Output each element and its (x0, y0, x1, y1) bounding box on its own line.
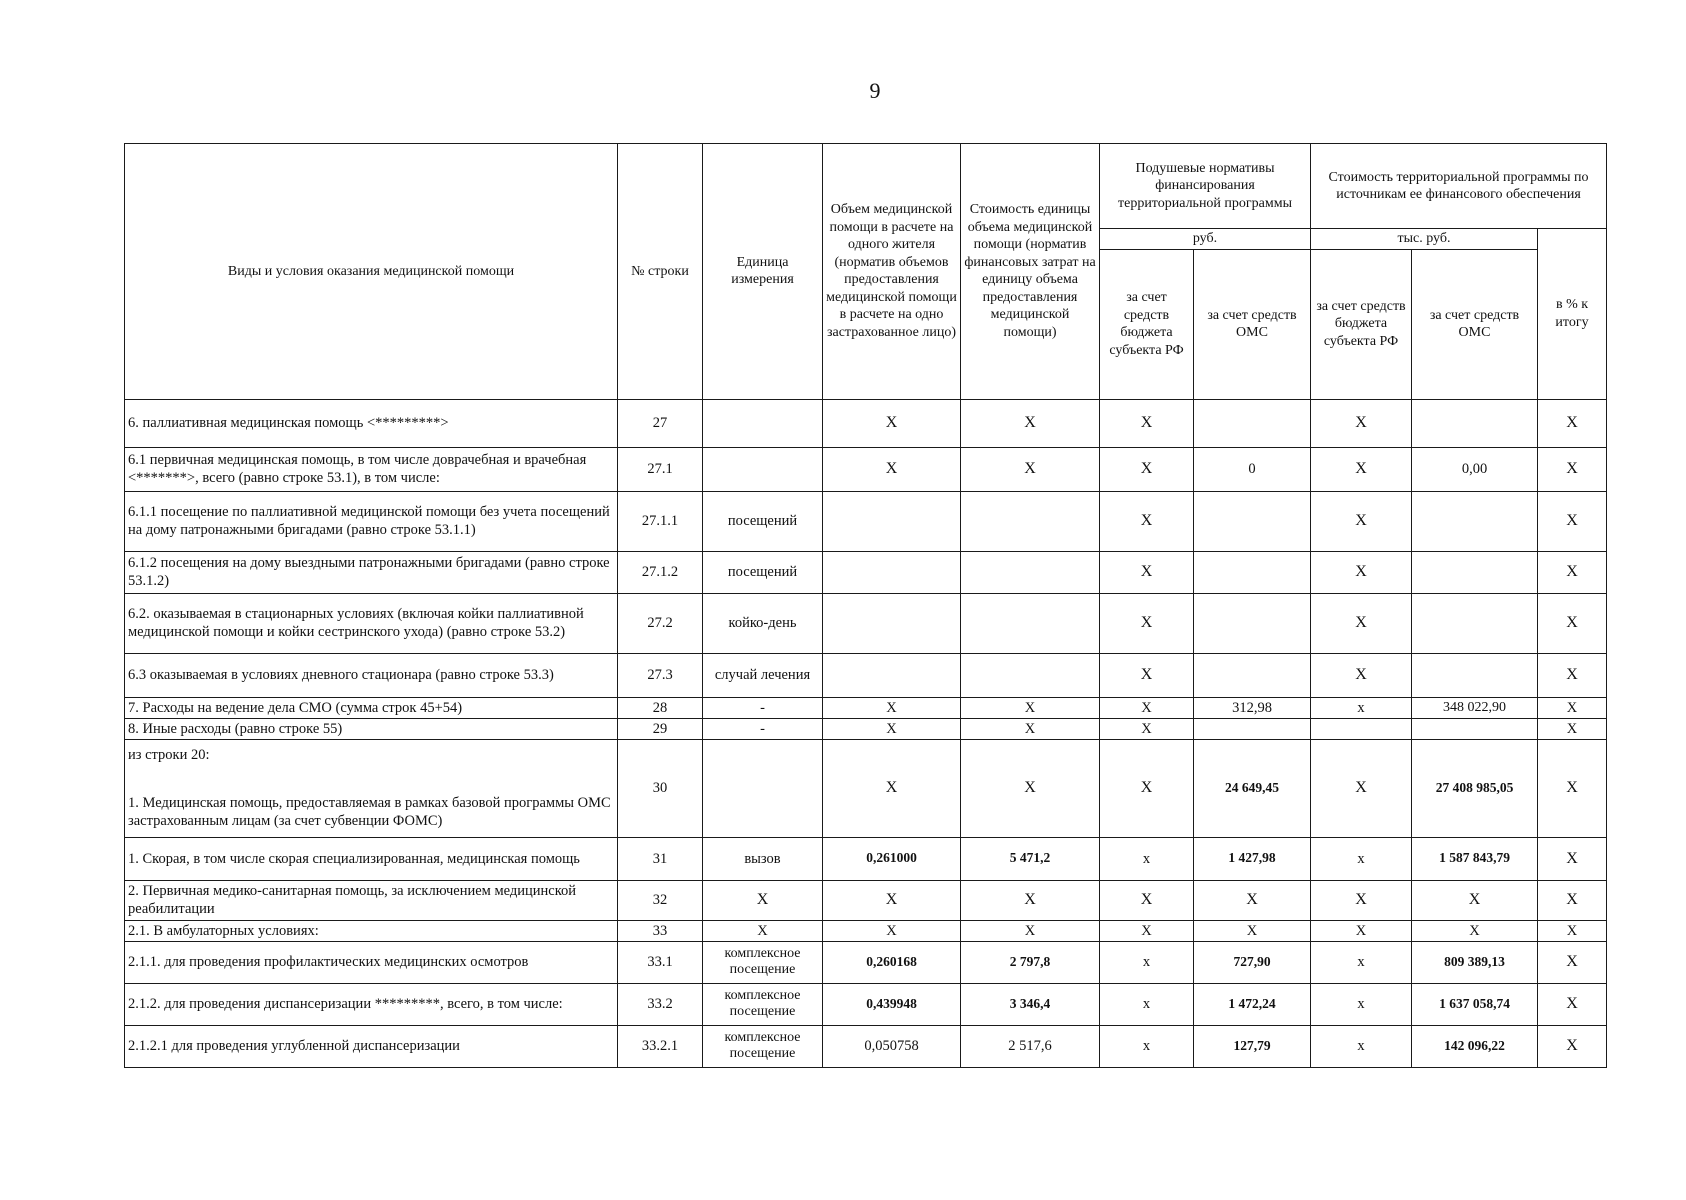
row-volume (823, 491, 961, 551)
row-number: 33 (618, 920, 703, 941)
row-unit: - (703, 697, 823, 718)
row-cost (961, 491, 1100, 551)
row-cost: Х (961, 399, 1100, 447)
row-percapita-budget: Х (1100, 718, 1194, 739)
row-volume: Х (823, 447, 961, 491)
row-percapita-budget: Х (1100, 447, 1194, 491)
row-program-budget: Х (1311, 447, 1412, 491)
table-row (125, 941, 1607, 983)
row-cost: 5 471,2 (961, 837, 1100, 880)
row-number: 27.3 (618, 653, 703, 697)
row-cost: Х (961, 739, 1100, 837)
row-number: 28 (618, 697, 703, 718)
row-volume: 0,050758 (823, 1025, 961, 1067)
row-name: 2.1.2. для проведения диспансеризации *********, всего, в том числе: (125, 983, 618, 1025)
row-percent: Х (1538, 837, 1607, 880)
row-percapita-oms: 0 (1194, 447, 1311, 491)
row-program-budget: х (1311, 941, 1412, 983)
row-unit: Х (703, 880, 823, 920)
row-name (125, 739, 618, 837)
row-percapita-budget: Х (1100, 920, 1194, 941)
table-row (125, 983, 1607, 1025)
row-cost (961, 653, 1100, 697)
table-row (125, 718, 1607, 739)
row-percent: Х (1538, 718, 1607, 739)
row-percent: Х (1538, 593, 1607, 653)
row-percapita-budget: Х (1100, 399, 1194, 447)
row-program-budget: х (1311, 1025, 1412, 1067)
row-percapita-budget: х (1100, 983, 1194, 1025)
row-program-budget: Х (1311, 491, 1412, 551)
row-name: 6.1.2 посещения на дому выездными патронажными бригадами (равно строке 53.1.2) (125, 551, 618, 593)
row-volume: Х (823, 880, 961, 920)
row-volume (823, 551, 961, 593)
row-percapita-budget: Х (1100, 880, 1194, 920)
header-row-number: № строки (618, 144, 703, 400)
row-number: 27.2 (618, 593, 703, 653)
row-percent: Х (1538, 983, 1607, 1025)
header-program-budget: за счет средств бюджета субъекта РФ (1311, 249, 1412, 399)
row-percapita-oms (1194, 718, 1311, 739)
row-unit: случай лечения (703, 653, 823, 697)
row-volume (823, 593, 961, 653)
row-number: 31 (618, 837, 703, 880)
row-volume: Х (823, 718, 961, 739)
row-cost: Х (961, 718, 1100, 739)
row-percent: Х (1538, 653, 1607, 697)
row-percent: Х (1538, 551, 1607, 593)
row-percapita-oms (1194, 399, 1311, 447)
row-program-oms: Х (1412, 880, 1538, 920)
row-program-budget: Х (1311, 920, 1412, 941)
table-row (125, 837, 1607, 880)
header-unit: Единица измерения (703, 144, 823, 400)
row-program-budget: х (1311, 983, 1412, 1025)
header-unit-rub: руб. (1100, 229, 1311, 250)
header-percapita-oms: за счет средств ОМС (1194, 249, 1311, 399)
row-program-oms: 1 637 058,74 (1412, 983, 1538, 1025)
row-program-oms: 809 389,13 (1412, 941, 1538, 983)
row-percapita-oms (1194, 551, 1311, 593)
row-percapita-budget: Х (1100, 697, 1194, 718)
row-percent: Х (1538, 491, 1607, 551)
row-percapita-budget: Х (1100, 551, 1194, 593)
row-unit: посещений (703, 491, 823, 551)
row-name: 6. паллиативная медицинская помощь <*********> (125, 399, 618, 447)
row-unit: комплексное посещение (703, 1025, 823, 1067)
header-percent: в % к итогу (1538, 229, 1607, 400)
row-program-budget: х (1311, 837, 1412, 880)
row-name-prefix: из строки 20: (128, 747, 210, 764)
row-volume: 0,439948 (823, 983, 961, 1025)
row-cost: Х (961, 447, 1100, 491)
row-program-oms (1412, 593, 1538, 653)
row-volume: Х (823, 739, 961, 837)
row-number: 29 (618, 718, 703, 739)
row-number: 32 (618, 880, 703, 920)
row-volume: 0,261000 (823, 837, 961, 880)
table-row (125, 1025, 1607, 1067)
table-row (125, 739, 1607, 837)
row-program-oms (1412, 718, 1538, 739)
row-percapita-oms: 24 649,45 (1194, 739, 1311, 837)
row-name: 2. Первичная медико-санитарная помощь, за исключением медицинской реабилитации (125, 880, 618, 920)
row-volume: 0,260168 (823, 941, 961, 983)
row-number: 27.1.1 (618, 491, 703, 551)
row-name: 2.1. В амбулаторных условиях: (125, 920, 618, 941)
table-row (125, 399, 1607, 447)
row-program-oms (1412, 653, 1538, 697)
table-row (125, 880, 1607, 920)
row-percapita-oms: 1 427,98 (1194, 837, 1311, 880)
row-number: 33.2 (618, 983, 703, 1025)
row-percent: Х (1538, 1025, 1607, 1067)
row-name: 1. Скорая, в том числе скорая специализированная, медицинская помощь (125, 837, 618, 880)
row-name: 2.1.1. для проведения профилактических медицинских осмотров (125, 941, 618, 983)
row-program-oms: 142 096,22 (1412, 1025, 1538, 1067)
row-number: 30 (618, 739, 703, 837)
row-program-oms: 1 587 843,79 (1412, 837, 1538, 880)
row-unit (703, 399, 823, 447)
header-program-oms: за счет средств ОМС (1412, 249, 1538, 399)
row-percapita-budget: Х (1100, 593, 1194, 653)
row-name: 6.2. оказываемая в стационарных условиях (включая койки паллиативной медицинской помощи и койки сестринского ухода) (равно строке 53.2) (125, 593, 618, 653)
row-percapita-oms (1194, 593, 1311, 653)
row-unit: койко-день (703, 593, 823, 653)
row-name: 6.3 оказываемая в условиях дневного стационара (равно строке 53.3) (125, 653, 618, 697)
row-number: 27.1 (618, 447, 703, 491)
row-number: 33.1 (618, 941, 703, 983)
row-unit: - (703, 718, 823, 739)
table-row (125, 697, 1607, 718)
row-unit: Х (703, 920, 823, 941)
row-name: 8. Иные расходы (равно строке 55) (125, 718, 618, 739)
row-percapita-budget: Х (1100, 491, 1194, 551)
page-number: 9 (869, 78, 881, 103)
row-number: 27 (618, 399, 703, 447)
row-program-budget: Х (1311, 399, 1412, 447)
header-unit-thousand: тыс. руб. (1311, 229, 1538, 250)
row-percapita-oms: 1 472,24 (1194, 983, 1311, 1025)
row-cost: Х (961, 920, 1100, 941)
header-volume: Объем медицинской помощи в расчете на одного жителя (норматив объемов предоставления медицинской помощи в расчете на одно застрахованное лицо) (823, 144, 961, 400)
row-unit: посещений (703, 551, 823, 593)
row-percapita-oms (1194, 653, 1311, 697)
row-program-oms (1412, 551, 1538, 593)
row-program-oms (1412, 399, 1538, 447)
row-program-oms: 27 408 985,05 (1412, 739, 1538, 837)
financing-table (124, 143, 1607, 1068)
row-program-oms (1412, 491, 1538, 551)
table-row (125, 551, 1607, 593)
row-number: 33.2.1 (618, 1025, 703, 1067)
row-percent: Х (1538, 920, 1607, 941)
row-percapita-oms: Х (1194, 920, 1311, 941)
row-percent: Х (1538, 941, 1607, 983)
row-percent: Х (1538, 399, 1607, 447)
header-type: Виды и условия оказания медицинской помощи (125, 144, 618, 400)
row-cost: 2 797,8 (961, 941, 1100, 983)
row-program-budget: Х (1311, 880, 1412, 920)
row-percent: Х (1538, 739, 1607, 837)
header-program-group: Стоимость территориальной программы по источникам ее финансового обеспечения (1311, 144, 1607, 229)
row-percapita-oms: 127,79 (1194, 1025, 1311, 1067)
row-cost: Х (961, 697, 1100, 718)
row-percapita-oms: 727,90 (1194, 941, 1311, 983)
row-cost: 3 346,4 (961, 983, 1100, 1025)
header-percapita-group: Подушевые нормативы финансирования территориальной программы (1100, 144, 1311, 229)
row-name: 2.1.2.1 для проведения углубленной диспансеризации (125, 1025, 618, 1067)
row-cost (961, 551, 1100, 593)
row-name: 6.1.1 посещение по паллиативной медицинской помощи без учета посещений на дому патронажными бригадами (равно строке 53.1.1) (125, 491, 618, 551)
row-volume: Х (823, 920, 961, 941)
row-percapita-oms: 312,98 (1194, 697, 1311, 718)
row-program-oms: 0,00 (1412, 447, 1538, 491)
row-volume: Х (823, 697, 961, 718)
row-program-budget: Х (1311, 653, 1412, 697)
row-program-budget: Х (1311, 593, 1412, 653)
row-unit (703, 739, 823, 837)
row-cost: 2 517,6 (961, 1025, 1100, 1067)
row-percent: Х (1538, 447, 1607, 491)
row-program-budget (1311, 718, 1412, 739)
row-program-oms: Х (1412, 920, 1538, 941)
row-unit: комплексное посещение (703, 983, 823, 1025)
row-program-oms: 348 022,90 (1412, 697, 1538, 718)
table-row (125, 491, 1607, 551)
row-number: 27.1.2 (618, 551, 703, 593)
row-program-budget: х (1311, 697, 1412, 718)
header-percapita-budget: за счет средств бюджета субъекта РФ (1100, 249, 1194, 399)
row-cost (961, 593, 1100, 653)
row-name: 7. Расходы на ведение дела СМО (сумма строк 45+54) (125, 697, 618, 718)
table-row (125, 593, 1607, 653)
row-name-main: 1. Медицинская помощь, предоставляемая в рамках базовой программы ОМС застрахованным лицам (за счет субвенции ФОМС) (128, 795, 611, 830)
row-cost: Х (961, 880, 1100, 920)
row-percapita-oms (1194, 491, 1311, 551)
row-percapita-budget: Х (1100, 739, 1194, 837)
table-row (125, 920, 1607, 941)
table-row (125, 653, 1607, 697)
row-volume: Х (823, 399, 961, 447)
row-percapita-oms: Х (1194, 880, 1311, 920)
row-volume (823, 653, 961, 697)
row-unit (703, 447, 823, 491)
row-percent: Х (1538, 697, 1607, 718)
row-name: 6.1 первичная медицинская помощь, в том числе доврачебная и врачебная <*******>, всего (равно строке 53.1), в том числе: (125, 447, 618, 491)
row-unit: вызов (703, 837, 823, 880)
row-percapita-budget: х (1100, 1025, 1194, 1067)
row-program-budget: Х (1311, 739, 1412, 837)
row-percent: Х (1538, 880, 1607, 920)
row-percapita-budget: х (1100, 941, 1194, 983)
table-row (125, 447, 1607, 491)
header-cost: Стоимость единицы объема медицинской помощи (норматив финансовых затрат на единицу объема предоставления медицинской помощи) (961, 144, 1100, 400)
row-unit: комплексное посещение (703, 941, 823, 983)
row-percapita-budget: х (1100, 837, 1194, 880)
row-program-budget: Х (1311, 551, 1412, 593)
row-percapita-budget: Х (1100, 653, 1194, 697)
